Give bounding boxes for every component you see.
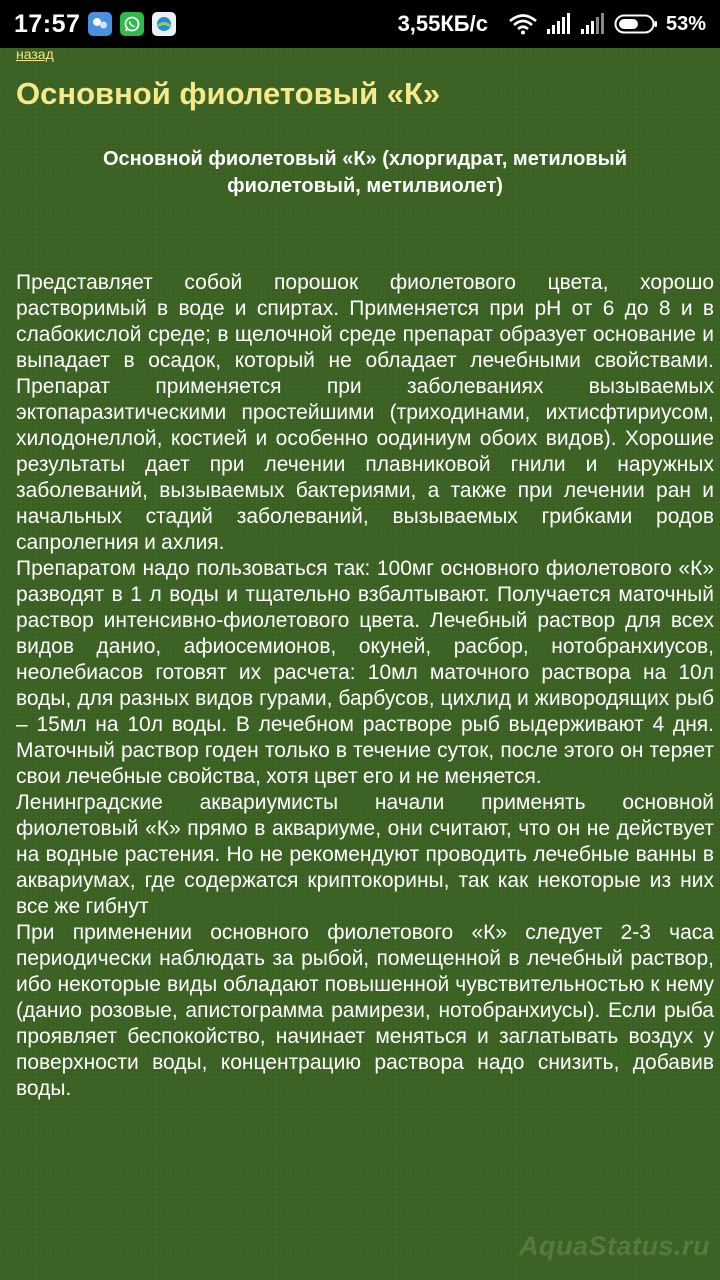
back-link[interactable]: назад [16, 46, 54, 62]
page-title: Основной фиолетовый «К» [16, 76, 441, 111]
article-body [16, 270, 714, 1102]
network-speed: 3,55КБ/с [397, 11, 488, 36]
battery-icon [614, 13, 658, 35]
chat-app-icon [88, 12, 112, 36]
signal-secondary-icon [580, 13, 606, 35]
whatsapp-icon [120, 12, 144, 36]
battery-percent: 53% [665, 12, 706, 35]
wifi-icon [508, 13, 538, 35]
article-paragraph: Представляет собой порошок фиолетового цвета, хорошо растворимый в воде и спиртах. Применяется при pH от 6 до 8 и в слабокислой среде; в щелочной среде препарат образует основание и выпадает в осадок, который не обладает лечебными свойствами. Препарат применяется при заболеваниях вызываемых эктопаразитическими простейшими (триходинами, ихтисфтириусом, хилодонеллой, костией и особенно оодиниум обоих видов). Хорошие результаты дает при лечении плавниковой гнили и наружных заболеваний, вызываемых бактериями, а также при лечении ран и начальных стадий заболеваний, вызываемых грибками родов сапролегния и ахлия. [16, 271, 714, 554]
site-watermark: AquaStatus.ru [518, 1231, 710, 1261]
signal-icon [546, 13, 572, 35]
browser-app-icon [152, 12, 176, 36]
article-paragraph: Препаратом надо пользоваться так: 100мг основного фиолетового «К» разводят в 1 л воды и тщательно взбалтывают. Получается маточный раствор интенсивно-фиолетового цвета. Лечебный раствор для всех видов данио, афиосемионов, окуней, расбор, нотобранхиусов, неолебиасов готовят их расчета: 10мл маточного раствора на 10л воды, для разных видов гурами, барбусов, цихлид и живородящих рыб – 15мл на 10л воды. В лечебном растворе рыб выдерживают 4 дня. Маточный раствор годен только в течение суток, после этого он теряет свои лечебные свойства, хотя цвет его и не меняется. [16, 557, 714, 788]
status-time: 17:57 [14, 9, 81, 38]
article-paragraph: Ленинградские аквариумисты начали применять основной фиолетовый «К» прямо в аквариуме, они считают, что он не действует на водные растения. Но не рекомендуют проводить лечебные ванны в аквариумах, где содержатся криптокорины, так как некоторые из них все же гибнут [16, 791, 714, 918]
article-subtitle: Основной фиолетовый «К» (хлоргидрат, метиловый фиолетовый, метилвиолет) [102, 148, 627, 197]
article-paragraph: При применении основного фиолетового «К» следует 2-3 часа периодически наблюдать за рыбой, помещенной в лечебный раствор, ибо некоторые виды обладают повышенной чувствительностью к нему (данио розовые, апистограмма рамирези, нотобранхиусы). Если рыба проявляет беспокойство, начинает меняться и заглатывать воздух у поверхности воды, концентрацию раствора надо снизить, добавив воды. [16, 921, 714, 1100]
status-bar [0, 0, 720, 48]
